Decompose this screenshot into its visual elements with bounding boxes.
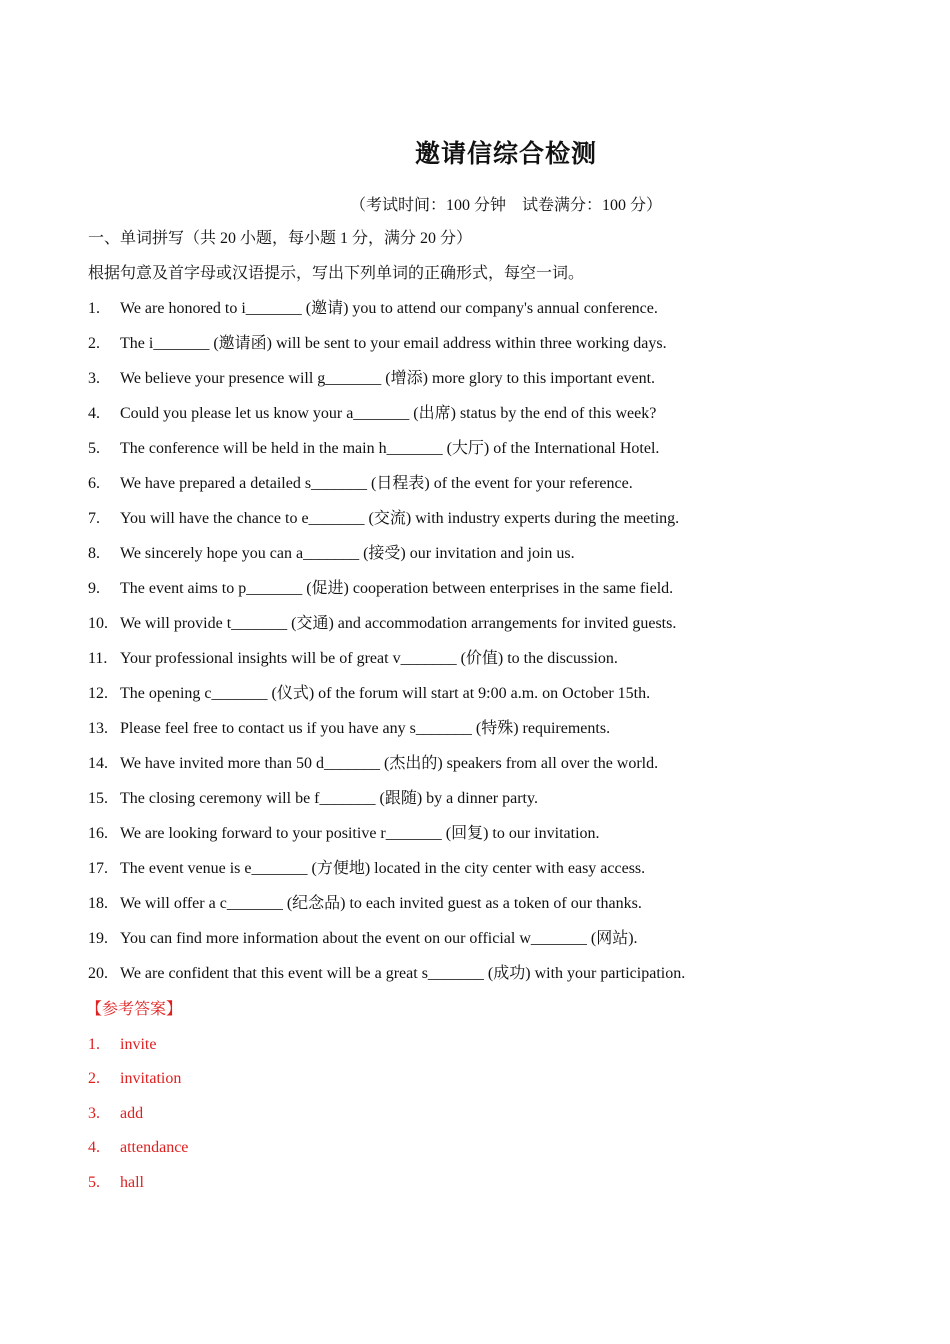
answer-text: invite	[120, 1036, 157, 1053]
question-number: 20.	[88, 965, 108, 982]
answer-text: invitation	[120, 1070, 182, 1087]
question-text: You will have the chance to e_______ (交流) with industry experts during the meeting.	[120, 510, 680, 527]
answer-item	[88, 1137, 188, 1159]
answer-text: hall	[120, 1174, 144, 1191]
question-item	[88, 578, 673, 600]
question-text: We will provide t_______ (交通) and accommodation arrangements for invited guests.	[120, 615, 677, 632]
question-text: The conference will be held in the main h_______ (大厅) of the International Hotel.	[120, 440, 660, 457]
question-item	[88, 403, 656, 425]
question-number: 5.	[88, 440, 100, 457]
question-item	[88, 753, 658, 775]
question-item	[88, 368, 655, 390]
question-text: We sincerely hope you can a_______ (接受) our invitation and join us.	[120, 545, 575, 562]
question-item	[88, 508, 679, 530]
question-item	[88, 543, 575, 565]
answer-number: 1.	[88, 1036, 100, 1053]
question-number: 15.	[88, 790, 108, 807]
question-item	[88, 823, 600, 845]
question-number: 17.	[88, 860, 108, 877]
question-item	[88, 893, 642, 915]
question-number: 2.	[88, 335, 100, 352]
question-item	[88, 613, 676, 635]
question-item	[88, 333, 667, 355]
question-item	[88, 473, 633, 495]
question-text: We have prepared a detailed s_______ (日程表) of the event for your reference.	[120, 475, 633, 492]
question-number: 12.	[88, 685, 108, 702]
question-text: The event aims to p_______ (促进) cooperation between enterprises in the same field.	[120, 580, 674, 597]
exam-info: （考试时间：100 分钟 试卷满分：100 分）	[349, 197, 662, 214]
question-number: 8.	[88, 545, 100, 562]
question-item	[88, 648, 618, 670]
question-number: 14.	[88, 755, 108, 772]
question-text: We are honored to i_______ (邀请) you to attend our company's annual conference.	[120, 300, 658, 317]
question-item	[88, 718, 610, 740]
question-text: We are confident that this event will be a great s_______ (成功) with your participation.	[120, 965, 686, 982]
question-item	[88, 298, 658, 320]
question-text: We believe your presence will g_______ (增添) more glory to this important event.	[120, 370, 656, 387]
answer-number: 4.	[88, 1139, 100, 1156]
question-number: 11.	[88, 650, 108, 667]
question-number: 10.	[88, 615, 108, 632]
answer-item	[88, 1172, 144, 1194]
question-text: The opening c_______ (仪式) of the forum will start at 9:00 a.m. on October 15th.	[120, 685, 651, 702]
answer-item	[88, 1103, 143, 1125]
question-item	[88, 438, 659, 460]
question-item	[88, 683, 650, 705]
question-text: Please feel free to contact us if you have any s_______ (特殊) requirements.	[120, 720, 611, 737]
question-item	[88, 963, 685, 985]
question-text: We will offer a c_______ (纪念品) to each invited guest as a token of our thanks.	[120, 895, 642, 912]
question-text: The event venue is e_______ (方便地) located in the city center with easy access.	[120, 860, 646, 877]
question-text: The closing ceremony will be f_______ (跟随) by a dinner party.	[120, 790, 538, 807]
instruction: 根据句意及首字母或汉语提示，写出下列单词的正确形式，每空一词。	[88, 265, 585, 282]
question-number: 19.	[88, 930, 108, 947]
question-text: Could you please let us know your a_______ (出席) status by the end of this week?	[120, 405, 657, 422]
question-number: 18.	[88, 895, 108, 912]
answer-item	[88, 1068, 181, 1090]
question-text: Your professional insights will be of great v_______ (价值) to the discussion.	[120, 650, 618, 667]
question-text: The i_______ (邀请函) will be sent to your email address within three working days.	[120, 335, 667, 352]
answer-number: 2.	[88, 1070, 100, 1087]
answer-text: add	[120, 1105, 144, 1122]
question-item	[88, 858, 645, 880]
section-heading: 一、单词拼写（共 20 小题，每小题 1 分，满分 20 分）	[88, 230, 473, 247]
answer-number: 3.	[88, 1105, 100, 1122]
answer-heading: 【参考答案】	[86, 1001, 183, 1018]
question-text: You can find more information about the event on our official w_______ (网站).	[120, 930, 638, 947]
question-item	[88, 788, 538, 810]
question-number: 1.	[88, 300, 100, 317]
answer-item	[88, 1034, 156, 1056]
question-number: 7.	[88, 510, 100, 527]
answer-number: 5.	[88, 1174, 100, 1191]
question-number: 16.	[88, 825, 108, 842]
question-number: 13.	[88, 720, 108, 737]
question-number: 9.	[88, 580, 100, 597]
question-number: 6.	[88, 475, 100, 492]
question-text: We have invited more than 50 d_______ (杰出的) speakers from all over the world.	[120, 755, 659, 772]
question-number: 4.	[88, 405, 100, 422]
page-title: 邀请信综合检测	[414, 139, 597, 168]
question-item	[88, 928, 638, 950]
question-text: We are looking forward to your positive r_______ (回复) to our invitation.	[120, 825, 600, 842]
answer-text: attendance	[120, 1139, 189, 1156]
question-number: 3.	[88, 370, 100, 387]
